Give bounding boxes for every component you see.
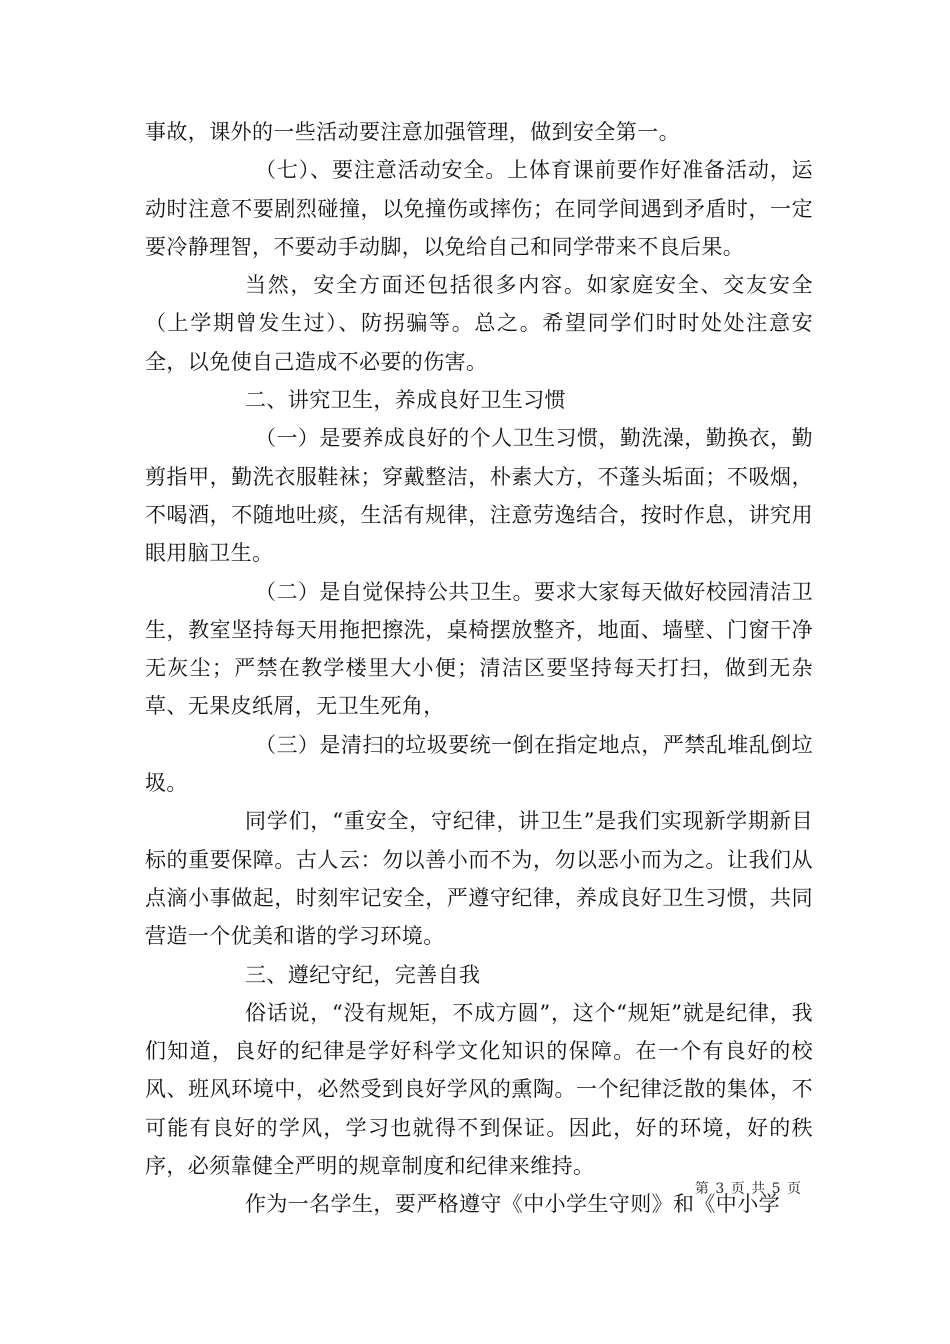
- paragraph-public-hygiene: （二）是自觉保持公共卫生。要求大家每天做好校园清洁卫生，教室坚持每天用拖把擦洗，桌椅摆放整齐，地面、墙壁、门窗干净无灰尘；严禁在教学楼里大小便；清洁区要坚持每天打扫，做到无杂草、无果皮纸屑，无卫生死角，: [145, 579, 813, 719]
- paragraph-personal-hygiene: （一）是要养成良好的个人卫生习惯，勤洗澡，勤换衣，勤剪指甲，勤洗衣服鞋袜；穿戴整洁，朴素大方，不蓬头垢面；不吸烟，不喝酒，不随地吐痰，生活有规律，注意劳逸结合，按时作息，讲究用眼用脑卫生。: [145, 426, 813, 566]
- section-heading-discipline: 三、遵纪守纪，完善自我: [245, 962, 481, 987]
- document-body: [145, 113, 813, 1224]
- paragraph-other-safety: 当然，安全方面还包括很多内容。如家庭安全、交友安全（上学期曾发生过）、防拐骗等。总之。希望同学们时时处处注意安全，以免使自己造成不必要的伤害。: [145, 273, 813, 374]
- paragraph-student-rules: 作为一名学生，要严格遵守《中小学生守则》和《中小学: [245, 1192, 780, 1217]
- paragraph-garbage: （三）是清扫的垃圾要统一倒在指定地点，严禁乱堆乱倒垃圾。: [145, 732, 813, 796]
- section-heading-hygiene: 二、讲究卫生，养成良好卫生习惯: [245, 388, 566, 413]
- paragraph-continuation: 事故，课外的一些活动要注意加强管理，做到安全第一。: [145, 120, 680, 144]
- paragraph-discipline: 俗话说，“没有规矩，不成方圆”，这个“规矩”就是纪律，我们知道，良好的纪律是学好科学文化知识的保障。在一个有良好的校风、班风环境中，必然受到良好学风的熏陶。一个纪律泛散的集体，不可能有良好的学风，学习也就得不到保证。因此，好的环境，好的秩序，必须靠健全严明的规章制度和纪律来维持。: [145, 1000, 813, 1179]
- paragraph-activity-safety: （七）、要注意活动安全。上体育课前要作好准备活动，运动时注意不要剧烈碰撞，以免撞伤或摔伤；在同学间遇到矛盾时，一定要冷静理智，不要动手动脚，以免给自己和同学带来不良后果。: [145, 158, 813, 259]
- page-number: 第 3 页 共 5 页: [694, 1181, 802, 1197]
- paragraph-summary: 同学们，“重安全，守纪律，讲卫生”是我们实现新学期新目标的重要保障。古人云：勿以善小而不为，勿以恶小而为之。让我们从点滴小事做起，时刻牢记安全，严遵守纪律，养成良好卫生习惯，共同营造一个优美和谐的学习环境。: [145, 809, 813, 949]
